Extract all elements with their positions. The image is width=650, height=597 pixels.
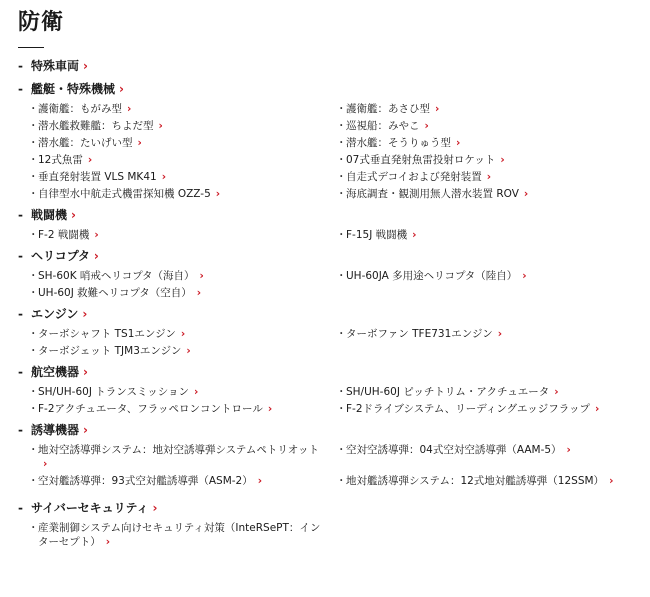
bullet-marker: ・ — [336, 328, 347, 340]
bullet-marker: ・ — [28, 475, 39, 487]
product-label: 空対空誘導弾：04式空対空誘導弾（AAM-5） — [346, 444, 562, 456]
bullet-marker: ・ — [28, 103, 39, 115]
product-label: UH-60J 救難ヘリコプタ（空自） — [38, 287, 192, 299]
category-link[interactable] — [18, 306, 650, 323]
product-label: UH-60JA 多用途ヘリコプタ（陸自） — [346, 270, 518, 282]
bullet-marker: ・ — [28, 171, 39, 183]
product-link[interactable] — [336, 269, 636, 283]
category-link[interactable] — [18, 364, 650, 381]
category-link[interactable] — [18, 58, 650, 75]
product-label-wrap — [38, 327, 328, 341]
chevron-right-icon: › — [83, 365, 88, 379]
category-label: エンジン — [31, 307, 79, 321]
product-label-wrap — [346, 153, 636, 167]
product-label: 護衛艦：あさひ型 — [346, 103, 430, 115]
product-link[interactable] — [28, 187, 328, 201]
product-link[interactable] — [336, 187, 636, 201]
product-label-wrap — [38, 136, 328, 150]
product-label-wrap — [346, 443, 636, 457]
chevron-right-icon: › — [127, 103, 132, 115]
dash-marker: - — [18, 249, 23, 263]
chevron-right-icon: › — [609, 475, 614, 487]
product-link[interactable] — [28, 136, 328, 150]
product-link[interactable] — [336, 119, 636, 133]
category-label: サイバーセキュリティ — [31, 501, 149, 515]
category-label: 特殊車両 — [31, 59, 80, 73]
bullet-marker: ・ — [336, 475, 347, 487]
product-label: ターボジェット TJM3エンジン — [38, 345, 182, 357]
product-label-wrap — [346, 327, 636, 341]
category-label: 艦艇・特殊機械 — [31, 82, 116, 96]
product-link[interactable] — [336, 327, 636, 341]
category-label: 航空機器 — [31, 365, 80, 379]
product-label-wrap — [38, 187, 328, 201]
bullet-marker: ・ — [28, 137, 39, 149]
product-link[interactable] — [336, 228, 636, 242]
chevron-right-icon: › — [83, 423, 88, 437]
category-link[interactable] — [18, 207, 650, 224]
dash-marker: - — [18, 501, 23, 515]
bullet-marker: ・ — [28, 270, 39, 282]
chevron-right-icon: › — [43, 458, 48, 470]
bullet-marker: ・ — [336, 270, 347, 282]
product-label-wrap — [38, 228, 328, 242]
chevron-right-icon: › — [105, 536, 111, 548]
product-label-wrap — [38, 153, 328, 167]
product-link[interactable] — [336, 402, 636, 416]
product-label: F-2 戦闘機 — [38, 229, 90, 241]
chevron-right-icon: › — [497, 328, 503, 340]
category-link[interactable] — [18, 81, 650, 98]
product-label: 07式垂直発射魚雷投射ロケット — [346, 154, 496, 166]
product-label: 海底調査・観測用無人潜水装置 ROV — [346, 188, 519, 200]
chevron-right-icon: › — [199, 270, 204, 282]
product-link[interactable] — [28, 269, 328, 283]
product-label: F-2ドライブシステム、リーディングエッジフラップ — [346, 403, 591, 415]
product-label-wrap — [38, 521, 328, 549]
chevron-right-icon: › — [522, 270, 527, 282]
bullet-marker: ・ — [336, 120, 347, 132]
chevron-right-icon: › — [500, 154, 505, 166]
chevron-right-icon: › — [554, 386, 559, 398]
product-label: SH/UH-60J ピッチトリム・アクチュエータ — [346, 386, 550, 398]
bullet-marker: ・ — [28, 229, 39, 241]
chevron-right-icon: › — [435, 103, 440, 115]
product-label: SH/UH-60J トランスミッション — [38, 386, 190, 398]
item-grid — [18, 385, 650, 416]
category-label: 戦闘機 — [31, 208, 68, 222]
product-label: 産業制御システム向けセキュリティ対策（InteRSePT：インターセプト） — [38, 522, 321, 548]
product-link[interactable] — [28, 327, 328, 341]
product-link[interactable] — [336, 170, 636, 184]
bullet-marker: ・ — [336, 444, 347, 456]
item-grid — [18, 521, 650, 549]
chevron-right-icon: › — [486, 171, 492, 183]
product-link[interactable] — [28, 102, 328, 116]
chevron-right-icon: › — [566, 444, 571, 456]
item-grid — [18, 443, 650, 488]
bullet-marker: ・ — [336, 154, 347, 166]
item-grid — [18, 102, 650, 201]
dash-marker: - — [18, 82, 23, 96]
product-label-wrap — [346, 136, 636, 150]
product-link[interactable] — [28, 286, 328, 300]
chevron-right-icon: › — [152, 501, 158, 515]
product-label: 潜水艦：たいげい型 — [38, 137, 133, 149]
chevron-right-icon: › — [456, 137, 461, 149]
product-link[interactable] — [28, 385, 328, 399]
product-link[interactable] — [336, 136, 636, 150]
product-label: F-2アクチュエータ、フラッペロンコントロール — [38, 403, 263, 415]
product-label: F-15J 戦闘機 — [346, 229, 408, 241]
bullet-marker: ・ — [336, 137, 347, 149]
product-link[interactable] — [336, 474, 636, 488]
product-label-wrap — [346, 402, 636, 416]
product-link[interactable] — [28, 228, 328, 242]
product-label: 自律型水中航走式機雷探知機 OZZ-5 — [38, 188, 211, 200]
product-label-wrap — [38, 344, 328, 358]
chevron-right-icon: › — [83, 59, 88, 73]
chevron-right-icon: › — [186, 345, 191, 357]
bullet-marker: ・ — [336, 103, 347, 115]
bullet-marker: ・ — [28, 522, 39, 534]
chevron-right-icon: › — [94, 229, 99, 241]
product-link[interactable] — [28, 153, 328, 167]
bullet-marker: ・ — [28, 328, 39, 340]
bullet-marker: ・ — [336, 188, 347, 200]
product-link[interactable] — [28, 344, 328, 358]
bullet-marker: ・ — [336, 229, 347, 241]
product-link[interactable] — [336, 385, 636, 399]
dash-marker: - — [18, 423, 23, 437]
product-label-wrap — [38, 286, 328, 300]
category-label: ヘリコプタ — [31, 249, 90, 263]
bullet-marker: ・ — [336, 403, 347, 415]
bullet-marker: ・ — [28, 154, 39, 166]
product-label: 12式魚雷 — [38, 154, 83, 166]
product-label-wrap — [346, 385, 636, 399]
product-label: 潜水艦：そうりゅう型 — [346, 137, 451, 149]
product-link[interactable] — [336, 153, 636, 167]
product-label-wrap — [346, 228, 636, 242]
chevron-right-icon: › — [180, 328, 186, 340]
item-grid — [18, 327, 650, 358]
chevron-right-icon: › — [71, 208, 76, 222]
product-label-wrap — [38, 385, 328, 399]
chevron-right-icon: › — [215, 188, 221, 200]
chevron-right-icon: › — [158, 120, 163, 132]
product-link[interactable] — [336, 102, 636, 116]
product-link[interactable] — [28, 119, 328, 133]
product-label: 自走式デコイおよび発射装置 — [346, 171, 482, 183]
dash-marker: - — [18, 365, 23, 379]
item-grid — [18, 269, 650, 300]
category-list — [18, 58, 650, 549]
chevron-right-icon: › — [87, 154, 93, 166]
product-label: 地対空誘導弾システム：地対空誘導弾システムペトリオット — [38, 444, 319, 456]
chevron-right-icon: › — [82, 307, 88, 321]
chevron-right-icon: › — [595, 403, 600, 415]
bullet-marker: ・ — [28, 120, 39, 132]
product-link[interactable] — [28, 443, 328, 471]
bullet-marker: ・ — [28, 345, 39, 357]
chevron-right-icon: › — [523, 188, 529, 200]
chevron-right-icon: › — [257, 475, 263, 487]
product-label-wrap — [38, 119, 328, 133]
category-link[interactable] — [18, 500, 650, 517]
product-label-wrap — [346, 119, 636, 133]
chevron-right-icon: › — [161, 171, 167, 183]
item-grid — [18, 228, 650, 242]
product-label: 潜水艦救難艦：ちよだ型 — [38, 120, 154, 132]
product-label: ターボファン TFE731エンジン — [346, 328, 493, 340]
dash-marker: - — [18, 208, 23, 222]
bullet-marker: ・ — [28, 188, 39, 200]
product-link[interactable] — [28, 474, 328, 488]
product-link[interactable] — [336, 443, 636, 471]
product-link[interactable] — [28, 402, 328, 416]
chevron-right-icon: › — [412, 229, 417, 241]
product-label: 巡視船：みやこ — [346, 120, 420, 132]
bullet-marker: ・ — [336, 386, 347, 398]
product-label-wrap — [38, 443, 328, 471]
product-label-wrap — [346, 187, 636, 201]
bullet-marker: ・ — [28, 386, 39, 398]
product-label-wrap — [346, 102, 636, 116]
product-label-wrap — [38, 102, 328, 116]
product-label-wrap — [38, 170, 328, 184]
product-label-wrap — [38, 474, 328, 488]
product-link[interactable] — [28, 170, 328, 184]
product-label: 地対艦誘導弾システム：12式地対艦誘導弾（12SSM） — [346, 475, 605, 487]
bullet-marker: ・ — [336, 171, 347, 183]
category-label: 誘導機器 — [31, 423, 80, 437]
bullet-marker: ・ — [28, 444, 39, 456]
category-link[interactable] — [18, 422, 650, 439]
dash-marker: - — [18, 307, 23, 321]
product-label-wrap — [38, 269, 328, 283]
page-title: 防衛 — [18, 10, 65, 35]
product-label: ターボシャフト TS1エンジン — [38, 328, 176, 340]
dash-marker: - — [18, 59, 23, 73]
product-label-wrap — [346, 474, 636, 488]
product-label: 空対艦誘導弾：93式空対艦誘導弾（ASM-2） — [38, 475, 253, 487]
bullet-marker: ・ — [28, 287, 39, 299]
chevron-right-icon: › — [424, 120, 429, 132]
chevron-right-icon: › — [137, 137, 142, 149]
chevron-right-icon: › — [93, 249, 99, 263]
product-label: 垂直発射装置 VLS MK41 — [38, 171, 157, 183]
chevron-right-icon: › — [194, 386, 199, 398]
category-link[interactable] — [18, 248, 650, 265]
product-label: SH-60K 哨戒ヘリコプタ（海自） — [38, 270, 195, 282]
product-label-wrap — [346, 170, 636, 184]
product-label: 護衛艦：もがみ型 — [38, 103, 122, 115]
chevron-right-icon: › — [267, 403, 273, 415]
product-label-wrap — [38, 402, 328, 416]
product-label-wrap — [346, 269, 636, 283]
title-underline — [18, 47, 44, 48]
chevron-right-icon: › — [196, 287, 202, 299]
bullet-marker: ・ — [28, 403, 39, 415]
chevron-right-icon: › — [119, 82, 124, 96]
product-link[interactable] — [28, 521, 328, 549]
